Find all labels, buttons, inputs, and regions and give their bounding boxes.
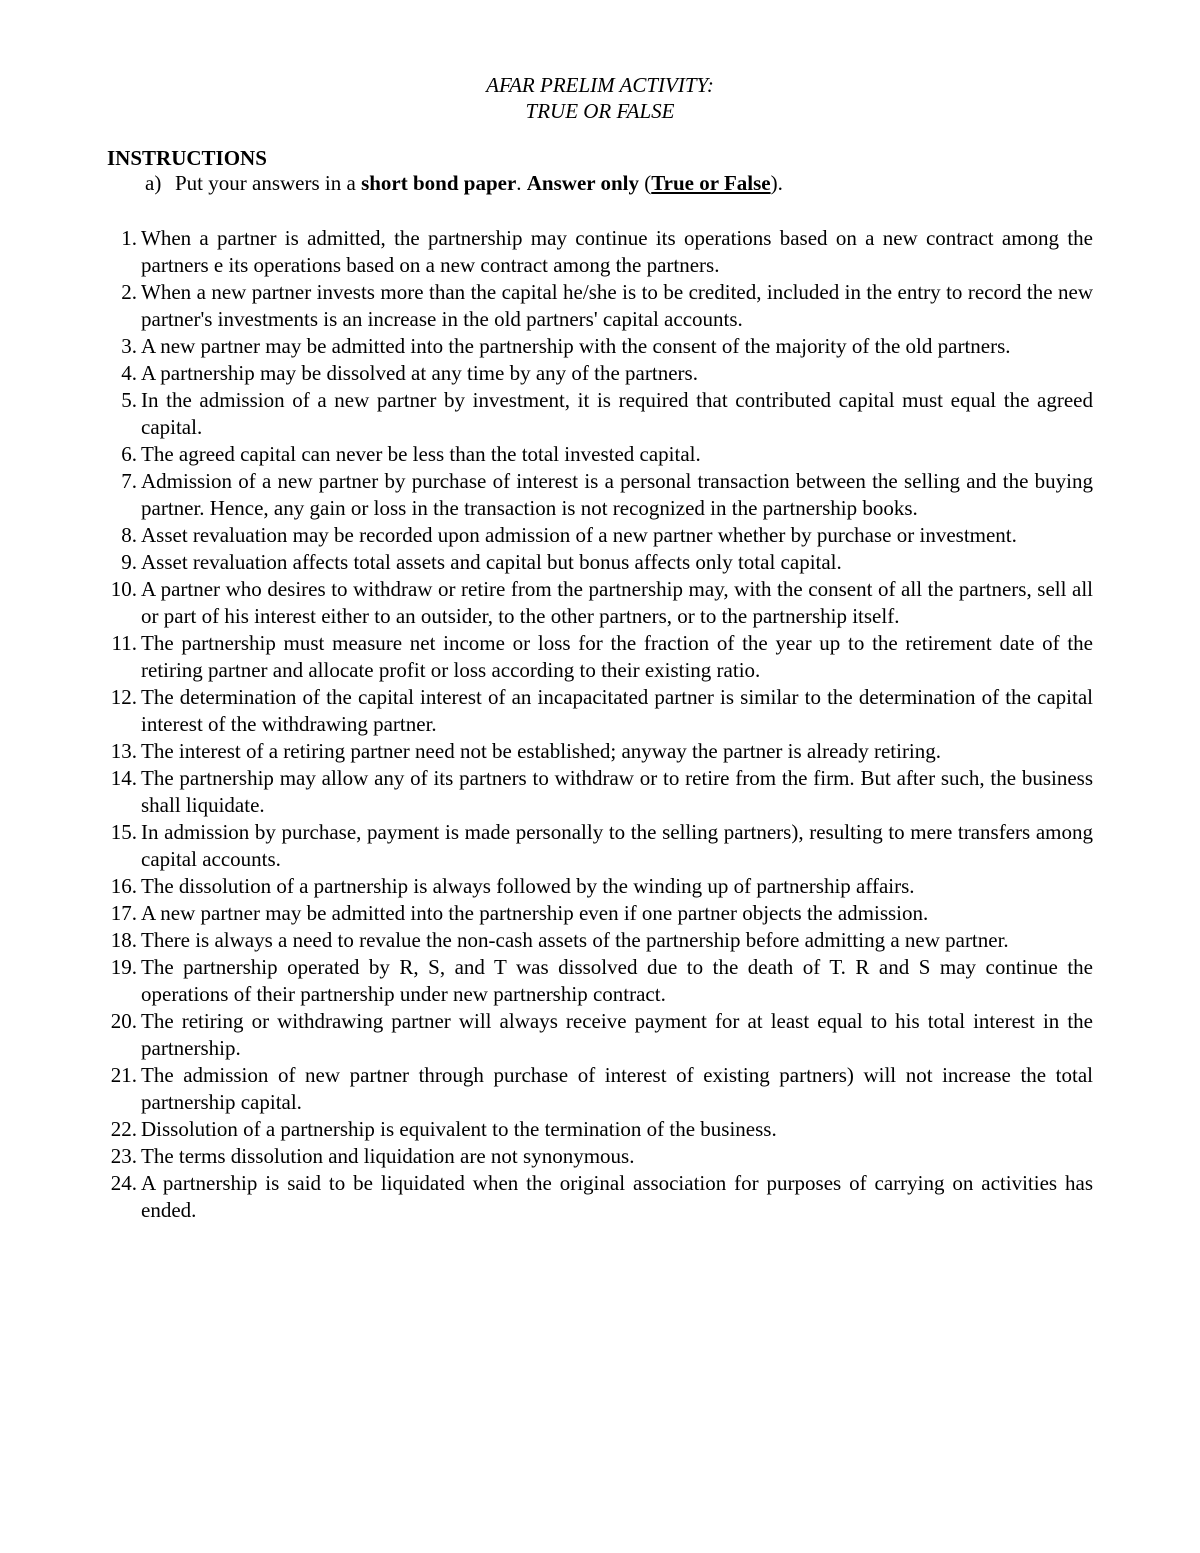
statement-text: The dissolution of a partnership is always followed by the winding up of partnership affairs. <box>141 874 915 898</box>
statement-number: 18. <box>110 928 137 952</box>
statement-item <box>100 360 1093 387</box>
statement-text: There is always a need to revalue the non-cash assets of the partnership before admitting a new partner. <box>141 928 1009 952</box>
instructions-heading: INSTRUCTIONS <box>107 146 267 170</box>
statement-number: 19. <box>110 955 137 979</box>
statement-number: 5. <box>121 388 137 412</box>
document-title <box>0 72 1200 124</box>
statement-number: 24. <box>110 1171 137 1195</box>
statement-text: The admission of new partner through purchase of interest of existing partners) will not increase the total partnership capital. <box>141 1063 1093 1114</box>
title-line-2: TRUE OR FALSE <box>525 99 675 123</box>
instruction-paren-open: ( <box>638 171 652 195</box>
statement-item <box>100 873 1093 900</box>
statement-item <box>100 387 1093 441</box>
statement-item <box>100 549 1093 576</box>
statement-number: 6. <box>121 442 137 466</box>
statement-item <box>100 819 1093 873</box>
statement-number: 2. <box>121 280 137 304</box>
statement-item <box>100 765 1093 819</box>
statement-item <box>100 1062 1093 1116</box>
statement-number: 8. <box>121 523 137 547</box>
statement-item <box>100 225 1093 279</box>
statement-text: In admission by purchase, payment is made personally to the selling partners), resulting to mere transfers among capital accounts. <box>141 820 1093 871</box>
statement-number: 14. <box>110 766 137 790</box>
statement-item <box>100 630 1093 684</box>
statement-item <box>100 522 1093 549</box>
statement-number: 11. <box>111 631 137 655</box>
statement-number: 13. <box>110 739 137 763</box>
statement-text: The retiring or withdrawing partner will always receive payment for at least equal to his total interest in the partnership. <box>141 1009 1093 1060</box>
statement-number: 23. <box>110 1144 137 1168</box>
statement-text: When a partner is admitted, the partnership may continue its operations based on a new contract among the partners e its operations based on a new contract among the partners. <box>141 226 1093 277</box>
statement-number: 16. <box>110 874 137 898</box>
statement-item <box>100 333 1093 360</box>
statement-item <box>100 684 1093 738</box>
statement-number: 20. <box>110 1009 137 1033</box>
statement-text: Asset revaluation affects total assets and capital but bonus affects only total capital. <box>141 550 842 574</box>
statement-item <box>100 1116 1093 1143</box>
statement-number: 12. <box>110 685 137 709</box>
statement-text: A partnership may be dissolved at any time by any of the partners. <box>141 361 698 385</box>
instruction-bold-short-bond-paper: short bond paper <box>361 171 517 195</box>
statement-number: 9. <box>121 550 137 574</box>
instruction-true-or-false: True or False <box>651 171 771 195</box>
instruction-text-middle: . <box>516 171 527 195</box>
statement-list <box>100 225 1093 1224</box>
statement-text: The partnership may allow any of its partners to withdraw or to retire from the firm. But after such, the business shall liquidate. <box>141 766 1093 817</box>
instruction-text-before: Put your answers in a <box>175 171 362 195</box>
title-line-1: AFAR PRELIM ACTIVITY: <box>486 73 714 97</box>
statement-text: Dissolution of a partnership is equivalent to the termination of the business. <box>141 1117 777 1141</box>
statement-item <box>100 738 1093 765</box>
statement-item <box>100 1008 1093 1062</box>
statement-number: 22. <box>110 1117 137 1141</box>
instruction-a <box>145 170 783 196</box>
statement-item <box>100 900 1093 927</box>
statement-text: A new partner may be admitted into the partnership even if one partner objects the admission. <box>141 901 929 925</box>
statement-number: 1. <box>121 226 137 250</box>
statement-number: 7. <box>121 469 137 493</box>
statement-item <box>100 279 1093 333</box>
statement-text: The interest of a retiring partner need not be established; anyway the partner is already retiring. <box>141 739 942 763</box>
statement-item <box>100 927 1093 954</box>
statement-item <box>100 954 1093 1008</box>
statement-number: 10. <box>110 577 137 601</box>
statement-number: 17. <box>110 901 137 925</box>
statement-text: A partnership is said to be liquidated when the original association for purposes of carrying on activities has ended. <box>141 1171 1093 1222</box>
statement-text: The determination of the capital interest of an incapacitated partner is similar to the determination of the capital interest of the withdrawing partner. <box>141 685 1093 736</box>
statement-number: 15. <box>110 820 137 844</box>
statement-item <box>100 1143 1093 1170</box>
statement-number: 4. <box>121 361 137 385</box>
statement-item <box>100 576 1093 630</box>
statement-text: Admission of a new partner by purchase of interest is a personal transaction between the selling and the buying partner. Hence, any gain or loss in the transaction is not recognized in the partnership books. <box>141 469 1093 520</box>
statement-text: Asset revaluation may be recorded upon admission of a new partner whether by purchase or investment. <box>141 523 1017 547</box>
statement-item <box>100 1170 1093 1224</box>
statement-item <box>100 468 1093 522</box>
instruction-text-end: ). <box>770 171 783 195</box>
statement-text: A new partner may be admitted into the partnership with the consent of the majority of the old partners. <box>141 334 1011 358</box>
statement-text: The terms dissolution and liquidation are not synonymous. <box>141 1144 635 1168</box>
statement-item <box>100 441 1093 468</box>
statement-number: 21. <box>110 1063 137 1087</box>
statement-text: In the admission of a new partner by investment, it is required that contributed capital must equal the agreed capital. <box>141 388 1093 439</box>
statement-text: The agreed capital can never be less than the total invested capital. <box>141 442 701 466</box>
instruction-marker: a) <box>145 171 162 195</box>
statement-text: When a new partner invests more than the capital he/she is to be credited, included in the entry to record the new partner's investments is an increase in the old partners' capital accounts. <box>141 280 1093 331</box>
statement-text: The partnership must measure net income or loss for the fraction of the year up to the retirement date of the retiring partner and allocate profit or loss according to their existing ratio. <box>141 631 1093 682</box>
statement-text: A partner who desires to withdraw or retire from the partnership may, with the consent of all the partners, sell all or part of his interest either to an outsider, to the other partners, or to the partnership itself. <box>141 577 1093 628</box>
statement-number: 3. <box>121 334 137 358</box>
statement-text: The partnership operated by R, S, and T was dissolved due to the death of T. R and S may continue the operations of their partnership under new partnership contract. <box>141 955 1093 1006</box>
instruction-bold-answer-only: Answer only <box>526 171 639 195</box>
